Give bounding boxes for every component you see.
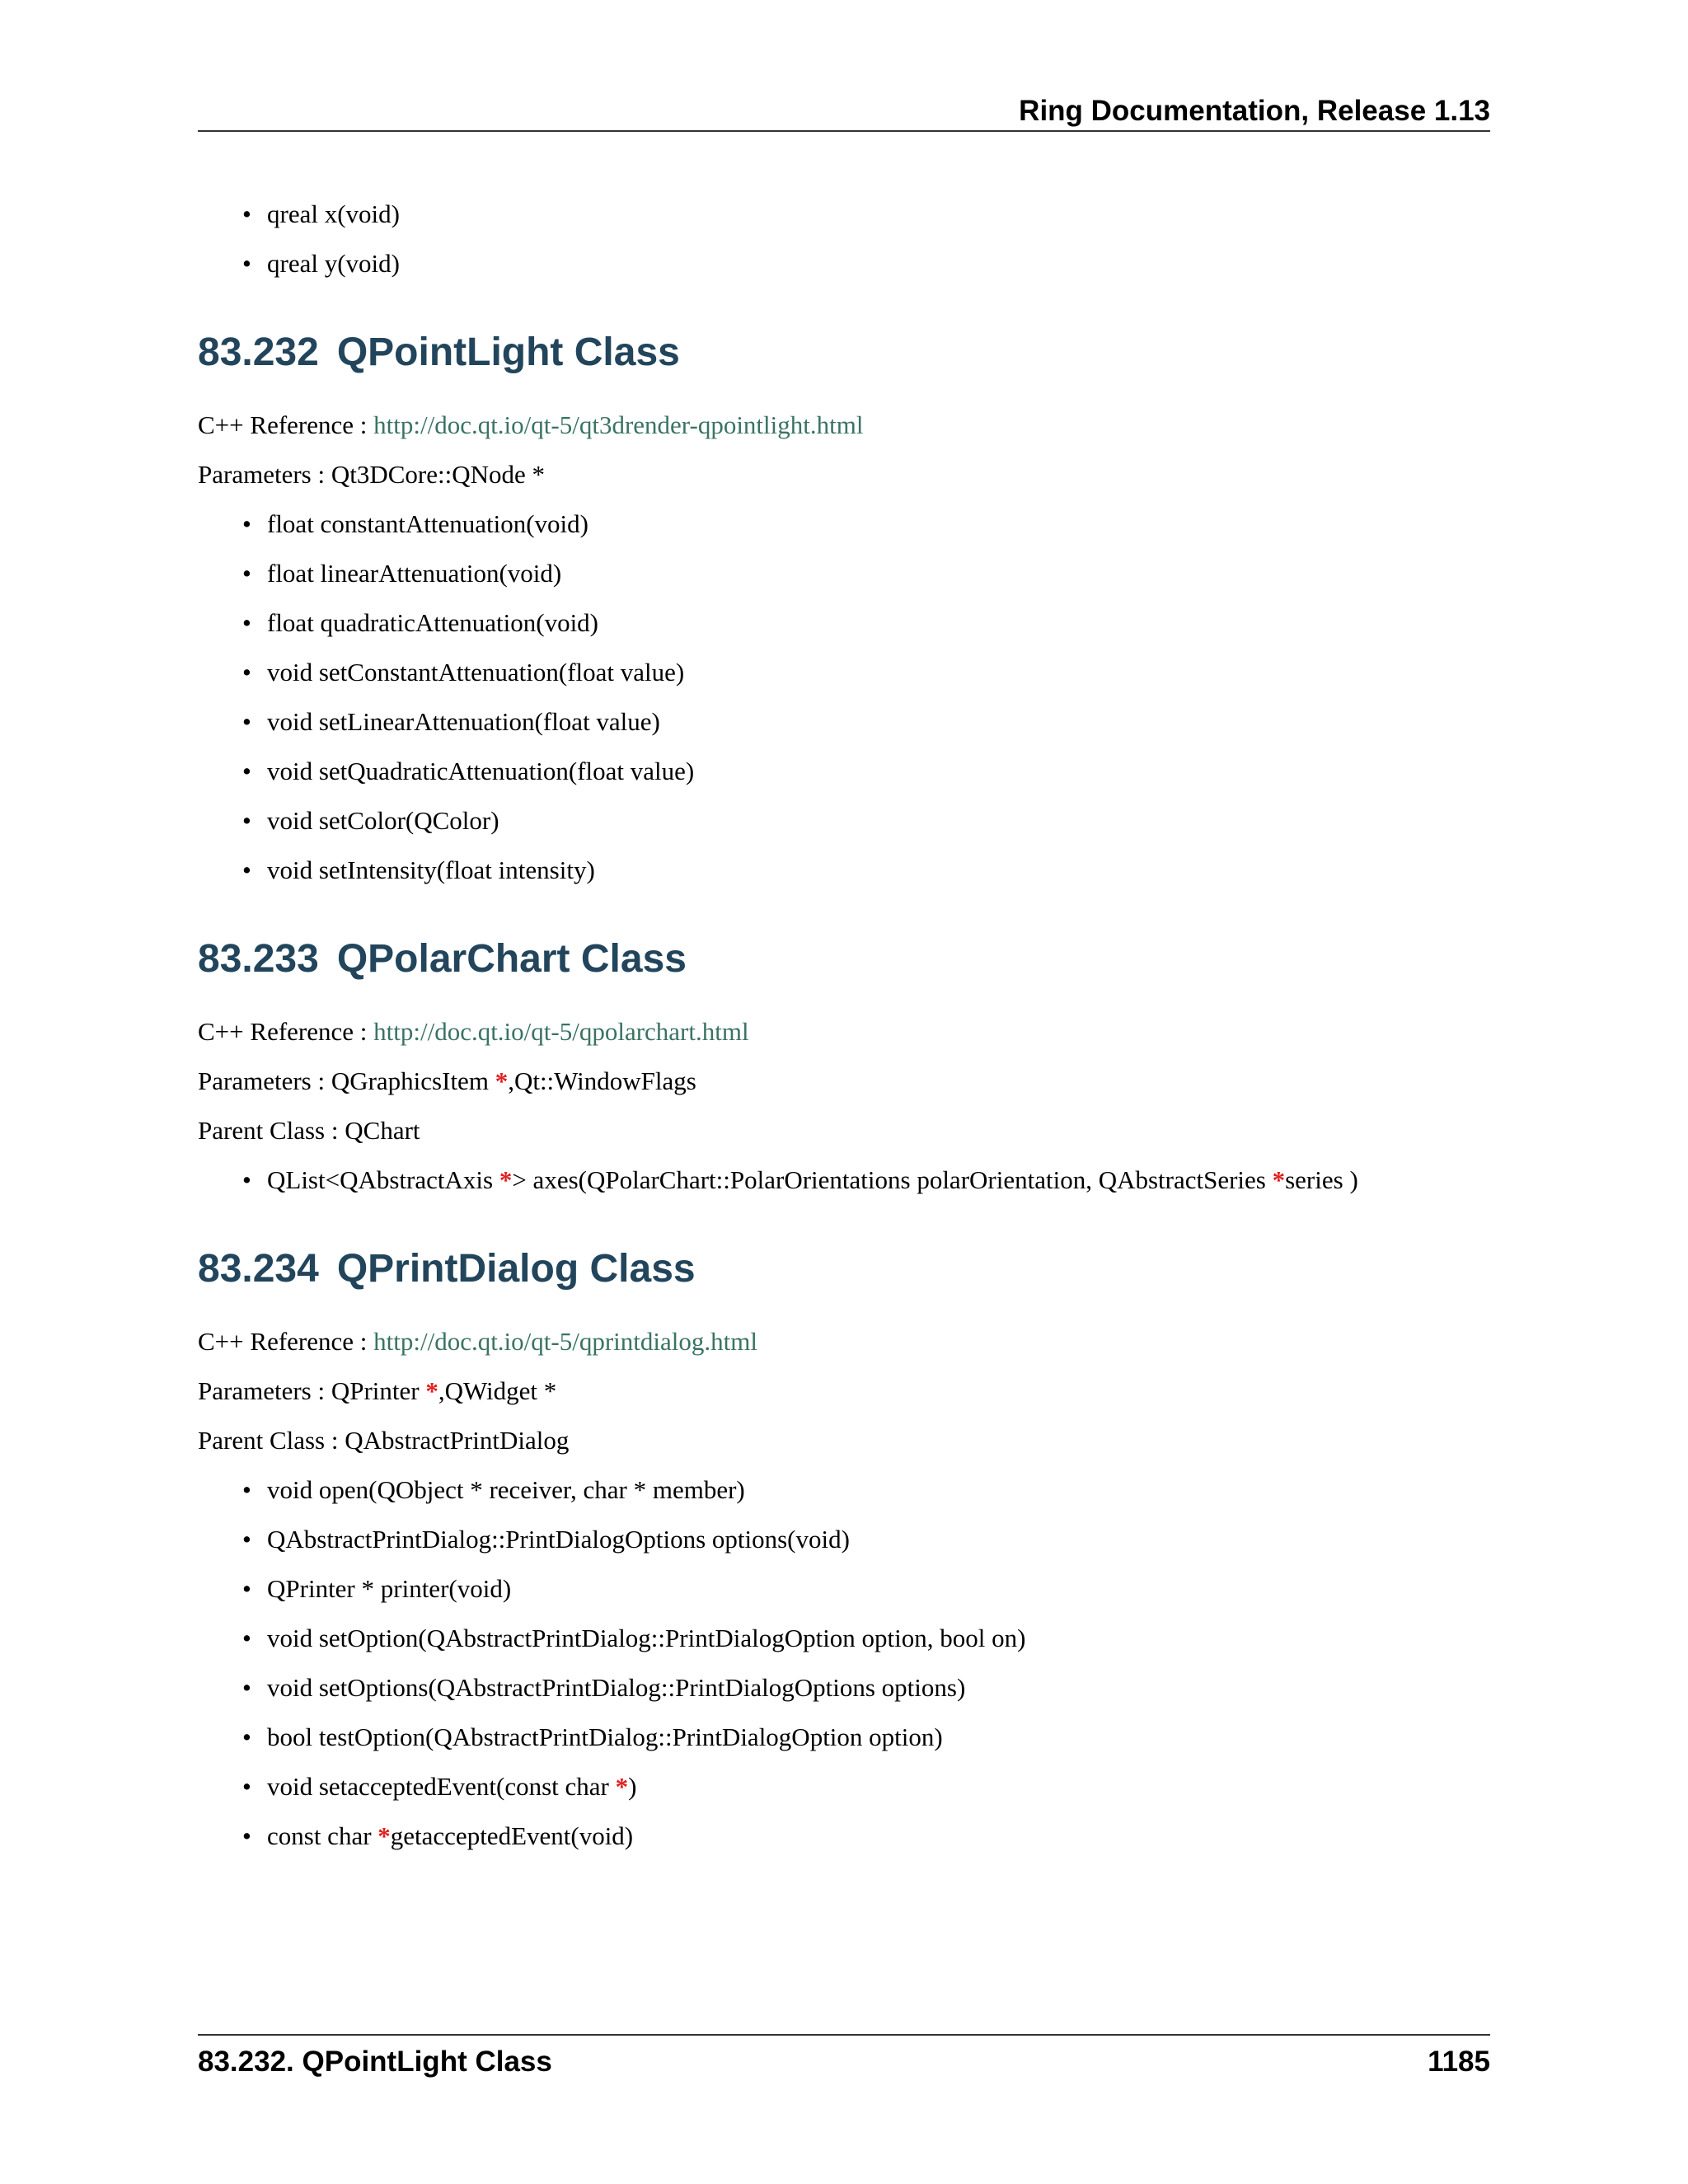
pointer-star: *: [615, 1772, 629, 1801]
section-title: QPointLight Class: [336, 330, 680, 374]
method-text: void setacceptedEvent(const char: [267, 1772, 616, 1801]
list-item: • void setConstantAttenuation(float value): [198, 656, 1490, 689]
param-text: QPrinter: [331, 1376, 426, 1405]
pointer-star: *: [1272, 1165, 1286, 1194]
parent-class-line: [198, 1114, 1490, 1147]
list-item: • QPrinter * printer(void): [198, 1572, 1490, 1605]
list-item: • void setColor(QColor): [198, 804, 1490, 837]
footer-section-title: 83.232. QPointLight Class: [198, 2046, 552, 2078]
section-title: QPrintDialog Class: [336, 1247, 696, 1291]
method-text: ): [628, 1772, 637, 1801]
parent-class-value: QChart: [345, 1116, 420, 1145]
method-text: QList<QAbstractAxis: [267, 1165, 499, 1194]
list-item: • float constantAttenuation(void): [198, 508, 1490, 541]
list-item: • float quadraticAttenuation(void): [198, 607, 1490, 640]
method-text: getacceptedEvent(void): [390, 1821, 634, 1850]
parameters-value: [331, 1376, 556, 1405]
method-text: const char: [267, 1821, 378, 1850]
parameters-label: Parameters :: [198, 460, 326, 489]
parameters-label: Parameters :: [198, 1066, 326, 1095]
pointer-star: *: [499, 1165, 513, 1194]
parameters-label: Parameters :: [198, 1376, 326, 1405]
parent-class-label: Parent Class :: [198, 1426, 339, 1455]
list-item: • qreal y(void): [198, 247, 1490, 280]
reference-link[interactable]: http://doc.qt.io/qt-5/qt3drender-qpointlight.html: [373, 410, 864, 439]
list-item: [198, 1770, 1490, 1803]
section-qpolarchart: [198, 935, 1490, 1197]
list-item: • void setOptions(QAbstractPrintDialog::PrintDialogOptions options): [198, 1671, 1490, 1704]
parent-class-line: [198, 1424, 1490, 1457]
reference-link[interactable]: http://doc.qt.io/qt-5/qprintdialog.html: [373, 1327, 757, 1356]
parameters-value: Qt3DCore::QNode *: [331, 460, 545, 489]
list-item: • QAbstractPrintDialog::PrintDialogOptions options(void): [198, 1523, 1490, 1556]
section-number: 83.233: [198, 937, 319, 981]
cpp-reference: [198, 1015, 1490, 1048]
pointer-star: *: [377, 1821, 391, 1850]
running-footer: [198, 2034, 1490, 2080]
parameters-value: [331, 1066, 696, 1095]
list-item: • qreal x(void): [198, 198, 1490, 231]
section-title: QPolarChart Class: [336, 937, 687, 981]
pointer-star: *: [495, 1066, 509, 1095]
section-heading: [198, 1244, 1490, 1294]
section-heading: [198, 935, 1490, 984]
list-item: • float linearAttenuation(void): [198, 557, 1490, 590]
reference-label: C++ Reference :: [198, 1327, 368, 1356]
parameters-line: [198, 1065, 1490, 1098]
list-item: • void setOption(QAbstractPrintDialog::PrintDialogOption option, bool on): [198, 1622, 1490, 1655]
param-text: QGraphicsItem: [331, 1066, 495, 1095]
list-item: • void setLinearAttenuation(float value): [198, 705, 1490, 738]
list-item: • void open(QObject * receiver, char * member): [198, 1474, 1490, 1507]
param-text: ,Qt::WindowFlags: [508, 1066, 696, 1095]
pointer-star: *: [425, 1376, 438, 1405]
page-number: 1185: [1428, 2046, 1490, 2078]
section-qprintdialog: [198, 1244, 1490, 1853]
param-text: ,QWidget *: [438, 1376, 557, 1405]
method-text: series ): [1285, 1165, 1358, 1194]
reference-label: C++ Reference :: [198, 1017, 368, 1046]
reference-label: C++ Reference :: [198, 410, 368, 439]
header-title: Ring Documentation, Release 1.13: [1019, 95, 1490, 127]
running-header: [198, 92, 1490, 132]
list-item: [198, 1164, 1490, 1197]
list-item: • void setIntensity(float intensity): [198, 854, 1490, 887]
method-list: [198, 1474, 1490, 1853]
section-number: 83.232: [198, 330, 319, 374]
method-list: [198, 1164, 1490, 1197]
parent-class-label: Parent Class :: [198, 1116, 339, 1145]
parent-class-value: QAbstractPrintDialog: [345, 1426, 570, 1455]
section-number: 83.234: [198, 1247, 319, 1291]
parameters-line: [198, 1375, 1490, 1408]
method-list: [198, 508, 1490, 887]
parameters-line: [198, 458, 1490, 491]
method-text: > axes(QPolarChart::PolarOrientations polarOrientation, QAbstractSeries: [512, 1165, 1273, 1194]
section-qpointlight: [198, 328, 1490, 887]
cpp-reference: [198, 409, 1490, 442]
page-content: [198, 198, 1490, 1869]
list-item: • void setQuadraticAttenuation(float value): [198, 755, 1490, 788]
list-item: [198, 1820, 1490, 1853]
reference-link[interactable]: http://doc.qt.io/qt-5/qpolarchart.html: [373, 1017, 749, 1046]
section-heading: [198, 328, 1490, 377]
cpp-reference: [198, 1325, 1490, 1358]
list-item: • bool testOption(QAbstractPrintDialog::PrintDialogOption option): [198, 1721, 1490, 1754]
intro-method-list: [198, 198, 1490, 280]
